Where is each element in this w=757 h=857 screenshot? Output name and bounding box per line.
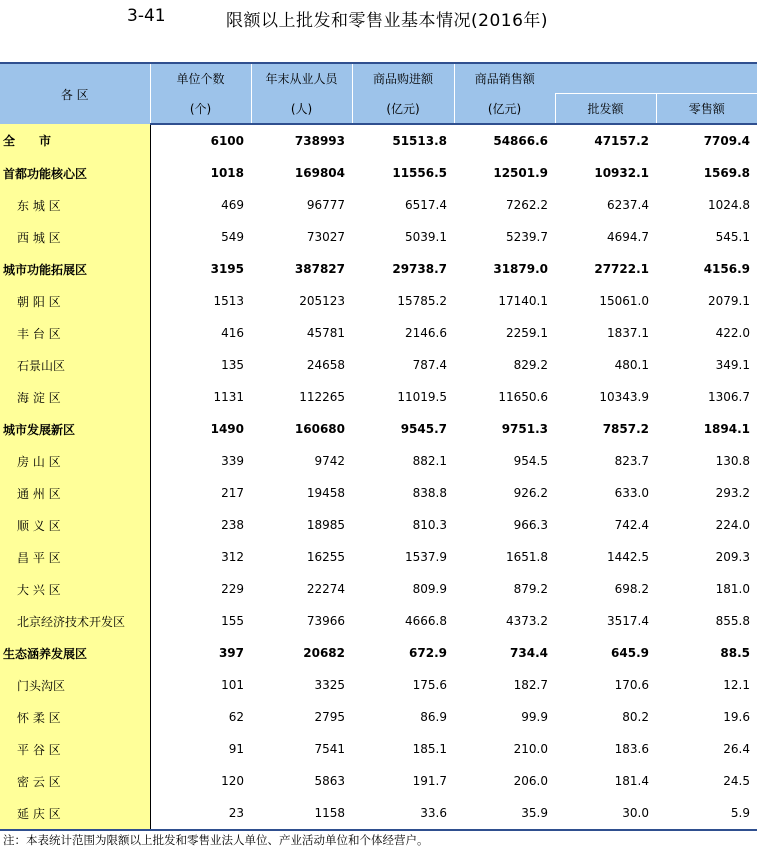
cell-wholesale: 3517.4 [607, 614, 649, 628]
cell-purchase: 33.6 [352, 797, 454, 830]
cell-purchase: 185.1 [412, 742, 447, 756]
table-row [0, 701, 757, 733]
cell-units: 6100 [210, 134, 244, 148]
region-name: 全 市 [0, 124, 150, 157]
cell-employees: 16255 [306, 550, 345, 564]
cell-purchase: 5039.1 [405, 230, 447, 244]
cell-retail: 545.1 [715, 230, 750, 244]
cell-retail: 26.4 [723, 742, 750, 756]
cell-wholesale: 6237.4 [607, 198, 649, 212]
cell-sales: 31879.0 [493, 262, 548, 276]
header-wholesale: 批发额 [555, 94, 656, 125]
cell-employees: 169804 [294, 166, 345, 180]
table-row [0, 253, 757, 285]
cell-units: 62 [228, 710, 244, 724]
cell-purchase: 809.9 [412, 582, 447, 596]
cell-retail: 1024.8 [708, 198, 750, 212]
cell-sales: 829.2 [513, 358, 548, 372]
cell-employees: 112265 [299, 390, 345, 404]
cell-retail: 12.1 [723, 678, 750, 692]
cell-retail: 1894.1 [703, 422, 750, 436]
table-row [0, 221, 757, 253]
cell-wholesale: 742.4 [614, 518, 649, 532]
table-footnote: 注：本表统计范围为限额以上批发和零售业法人单位、产业活动单位和个体经营户。 [3, 833, 429, 847]
cell-units: 3195 [210, 262, 244, 276]
cell-employees: 22274 [306, 582, 345, 596]
cell-purchase: 838.8 [412, 486, 447, 500]
cell-purchase: 672.9 [409, 646, 447, 660]
region-name: 通 州 区 [0, 477, 150, 509]
cell-retail: 293.2 [715, 486, 750, 500]
table-row [0, 765, 757, 797]
cell-employees: 205123 [299, 294, 345, 308]
cell-sales: 954.5 [513, 454, 548, 468]
cell-employees: 7541 [314, 742, 345, 756]
cell-employees: 73966 [306, 614, 345, 628]
cell-purchase: 175.6 [412, 678, 447, 692]
table-row [0, 381, 757, 413]
cell-sales: 11650.6 [498, 390, 548, 404]
cell-purchase: 2146.6 [405, 326, 447, 340]
cell-sales: 1651.8 [506, 550, 548, 564]
cell-purchase: 29738.7 [392, 262, 447, 276]
cell-purchase: 6517.4 [405, 198, 447, 212]
header-sales-unit: (亿元) [454, 94, 555, 125]
table-row [0, 605, 757, 637]
cell-units: 120 [221, 774, 244, 788]
table-row [0, 189, 757, 221]
cell-employees: 2795 [314, 710, 345, 724]
cell-sales: 99.9 [521, 710, 548, 724]
cell-sales: 206.0 [513, 774, 548, 788]
cell-units: 1513 [213, 294, 244, 308]
cell-sales: 966.3 [513, 518, 548, 532]
cell-retail: 88.5 [720, 646, 750, 660]
cell-units: 135 [221, 358, 244, 372]
cell-employees: 160680 [294, 422, 345, 436]
cell-purchase: 882.1 [412, 454, 447, 468]
table-row [0, 317, 757, 349]
cell-wholesale: 7857.2 [602, 422, 649, 436]
cell-sales: 182.7 [513, 678, 548, 692]
cell-wholesale: 181.4 [614, 774, 649, 788]
cell-employees: 24658 [306, 358, 345, 372]
cell-retail: 24.5 [723, 774, 750, 788]
cell-units: 23 [150, 797, 251, 830]
cell-employees: 1158 [251, 797, 352, 830]
cell-units: 416 [221, 326, 244, 340]
region-name: 朝 阳 区 [0, 285, 150, 317]
cell-purchase: 787.4 [412, 358, 447, 372]
region-name: 海 淀 区 [0, 381, 150, 413]
cell-wholesale: 15061.0 [599, 294, 649, 308]
region-name: 密 云 区 [0, 765, 150, 797]
region-name: 大 兴 区 [0, 573, 150, 605]
cell-wholesale: 27722.1 [594, 262, 649, 276]
cell-units: 91 [228, 742, 244, 756]
cell-purchase: 86.9 [420, 710, 447, 724]
cell-purchase: 51513.8 [392, 134, 447, 148]
cell-units: 339 [221, 454, 244, 468]
cell-purchase: 1537.9 [405, 550, 447, 564]
cell-retail: 4156.9 [703, 262, 750, 276]
table-row [0, 413, 757, 445]
table-row [0, 124, 757, 157]
header-region: 各 区 [0, 63, 150, 124]
table-title [0, 0, 757, 40]
cell-retail: 1569.8 [703, 166, 750, 180]
cell-employees: 20682 [303, 646, 345, 660]
cell-purchase: 11019.5 [397, 390, 447, 404]
region-name: 城市发展新区 [0, 413, 150, 445]
header-purchase-unit: (亿元) [352, 94, 454, 125]
cell-retail: 5.9 [656, 797, 757, 830]
cell-units: 155 [221, 614, 244, 628]
cell-wholesale: 633.0 [614, 486, 649, 500]
cell-sales: 879.2 [513, 582, 548, 596]
table-row [0, 445, 757, 477]
table-row [0, 637, 757, 669]
cell-retail: 224.0 [715, 518, 750, 532]
cell-employees: 387827 [294, 262, 345, 276]
cell-wholesale: 645.9 [611, 646, 649, 660]
cell-units: 229 [221, 582, 244, 596]
region-name: 怀 柔 区 [0, 701, 150, 733]
region-name: 西 城 区 [0, 221, 150, 253]
cell-wholesale: 4694.7 [607, 230, 649, 244]
cell-retail: 349.1 [715, 358, 750, 372]
region-name: 生态涵养发展区 [0, 637, 150, 669]
cell-employees: 738993 [294, 134, 345, 148]
cell-units: 549 [221, 230, 244, 244]
cell-retail: 855.8 [715, 614, 750, 628]
cell-sales: 4373.2 [506, 614, 548, 628]
cell-employees: 3325 [314, 678, 345, 692]
cell-sales: 2259.1 [506, 326, 548, 340]
table-title-text: 限额以上批发和零售业基本情况(2016年) [226, 11, 549, 31]
cell-wholesale: 183.6 [614, 742, 649, 756]
cell-purchase: 9545.7 [400, 422, 447, 436]
cell-units: 1490 [210, 422, 244, 436]
cell-employees: 45781 [306, 326, 345, 340]
table-row [0, 797, 757, 830]
cell-wholesale: 10343.9 [599, 390, 649, 404]
region-name: 城市功能拓展区 [0, 253, 150, 285]
cell-units: 101 [221, 678, 244, 692]
cell-sales: 210.0 [513, 742, 548, 756]
cell-retail: 7709.4 [703, 134, 750, 148]
region-name: 石景山区 [0, 349, 150, 381]
region-name: 门头沟区 [0, 669, 150, 701]
header-employees-unit: (人) [251, 94, 352, 125]
cell-employees: 5863 [314, 774, 345, 788]
cell-sales: 35.9 [454, 797, 555, 830]
region-name: 首都功能核心区 [0, 157, 150, 189]
table-row [0, 349, 757, 381]
header-purchase: 商品购进额 [352, 63, 454, 94]
header-employees: 年末从业人员 [251, 63, 352, 94]
cell-purchase: 4666.8 [405, 614, 447, 628]
cell-wholesale: 80.2 [622, 710, 649, 724]
table-row [0, 669, 757, 701]
table-row [0, 285, 757, 317]
table-row [0, 541, 757, 573]
table-row [0, 157, 757, 189]
region-name: 房 山 区 [0, 445, 150, 477]
cell-wholesale: 30.0 [555, 797, 656, 830]
cell-sales: 9751.3 [501, 422, 548, 436]
cell-retail: 181.0 [715, 582, 750, 596]
cell-wholesale: 1442.5 [607, 550, 649, 564]
region-name: 北京经济技术开发区 [0, 605, 150, 637]
cell-purchase: 191.7 [412, 774, 447, 788]
cell-retail: 130.8 [715, 454, 750, 468]
cell-sales: 7262.2 [506, 198, 548, 212]
cell-retail: 422.0 [715, 326, 750, 340]
table-row [0, 509, 757, 541]
statistics-table [0, 62, 757, 831]
header-units-unit: (个) [150, 94, 251, 125]
header-sales-breakdown [555, 63, 757, 94]
table-number: 3-41 [127, 6, 166, 26]
table-row [0, 477, 757, 509]
cell-retail: 2079.1 [708, 294, 750, 308]
cell-employees: 18985 [306, 518, 345, 532]
cell-purchase: 810.3 [412, 518, 447, 532]
header-retail: 零售额 [656, 94, 757, 125]
cell-wholesale: 698.2 [614, 582, 649, 596]
region-name: 延 庆 区 [0, 797, 150, 830]
region-name: 昌 平 区 [0, 541, 150, 573]
region-name: 东 城 区 [0, 189, 150, 221]
cell-sales: 5239.7 [506, 230, 548, 244]
cell-wholesale: 1837.1 [607, 326, 649, 340]
cell-sales: 54866.6 [493, 134, 548, 148]
cell-employees: 19458 [306, 486, 345, 500]
cell-units: 1018 [210, 166, 244, 180]
cell-sales: 926.2 [513, 486, 548, 500]
cell-units: 217 [221, 486, 244, 500]
cell-wholesale: 823.7 [614, 454, 649, 468]
cell-employees: 73027 [306, 230, 345, 244]
header-units: 单位个数 [150, 63, 251, 94]
cell-units: 238 [221, 518, 244, 532]
cell-sales: 17140.1 [498, 294, 548, 308]
cell-wholesale: 480.1 [614, 358, 649, 372]
cell-retail: 209.3 [715, 550, 750, 564]
region-name: 平 谷 区 [0, 733, 150, 765]
cell-wholesale: 10932.1 [594, 166, 649, 180]
region-name: 丰 台 区 [0, 317, 150, 349]
cell-units: 469 [221, 198, 244, 212]
table-row [0, 733, 757, 765]
cell-wholesale: 47157.2 [594, 134, 649, 148]
cell-units: 397 [218, 646, 244, 660]
header-sales: 商品销售额 [454, 63, 555, 94]
table-row [0, 573, 757, 605]
cell-purchase: 15785.2 [397, 294, 447, 308]
cell-retail: 1306.7 [708, 390, 750, 404]
cell-sales: 734.4 [510, 646, 548, 660]
cell-units: 1131 [213, 390, 244, 404]
region-name: 顺 义 区 [0, 509, 150, 541]
cell-purchase: 11556.5 [392, 166, 447, 180]
cell-units: 312 [221, 550, 244, 564]
cell-employees: 9742 [314, 454, 345, 468]
cell-sales: 12501.9 [493, 166, 548, 180]
cell-employees: 96777 [306, 198, 345, 212]
cell-wholesale: 170.6 [614, 678, 649, 692]
cell-retail: 19.6 [723, 710, 750, 724]
